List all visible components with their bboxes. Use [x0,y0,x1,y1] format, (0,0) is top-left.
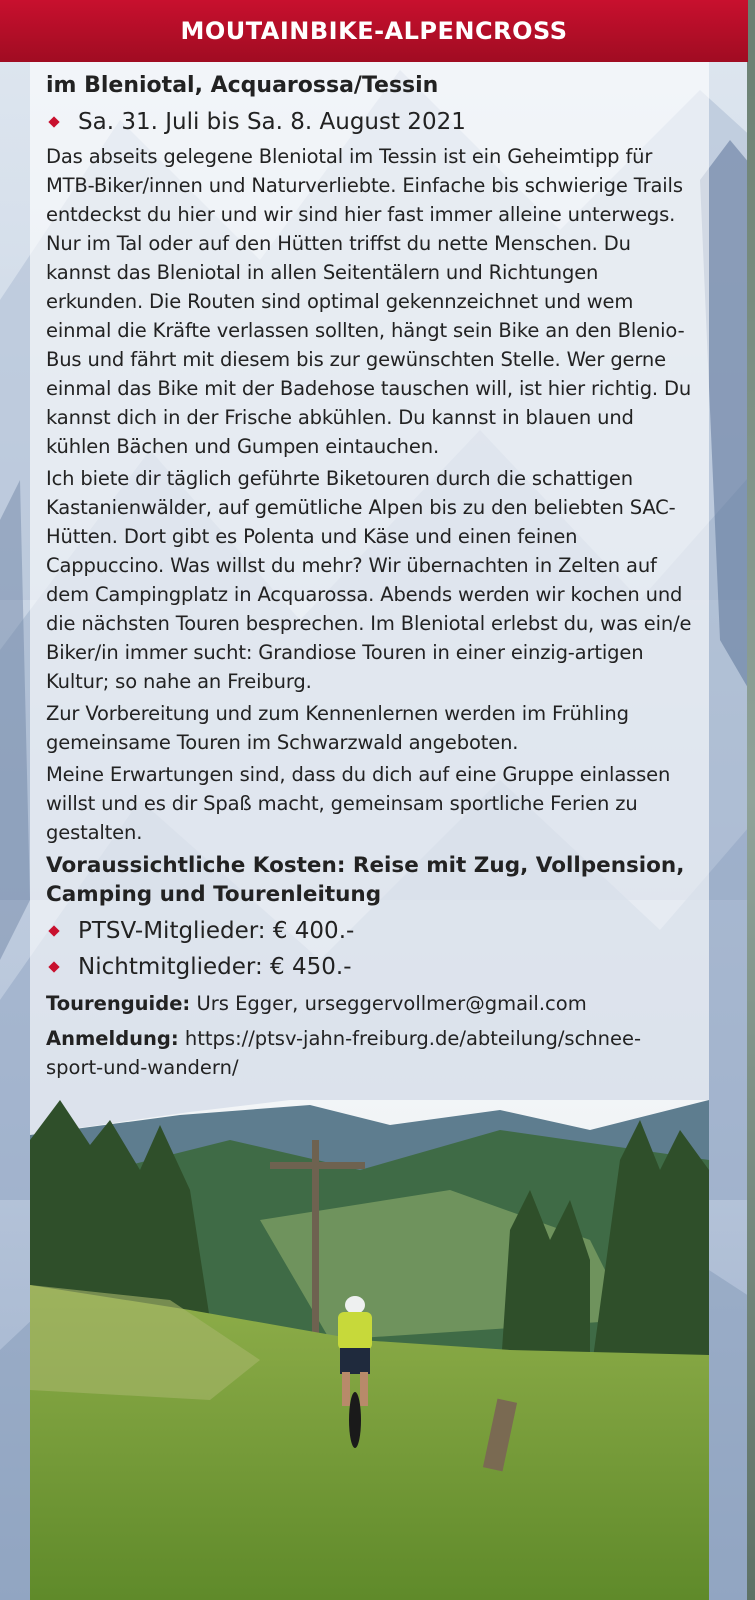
guide-label: Tourenguide: [46,992,191,1015]
registration-label: Anmeldung: [46,1027,179,1050]
header-banner [0,0,748,62]
location-heading: im Bleniotal, Acquarossa/Tessin [46,73,439,98]
paragraph-preparation: Zur Vorbereitung und zum Kennenlernen werden im Frühling gemeinsame Touren im Schwarzwald angeboten. [46,702,629,754]
date-text: Sa. 31. Juli bis Sa. 8. August 2021 [78,109,466,135]
price-members-text: PTSV-Mitglieder: € 400.- [78,918,355,944]
registration-info [46,1024,696,1082]
costs-heading: Voraussichtliche Kosten: Reise mit Zug, Vollpension, Camping und Tourenleitung [46,853,685,907]
guide-info [46,989,696,1018]
paragraph-expectations: Meine Erwartungen sind, dass du dich auf eine Gruppe einlassen willst und es dir Spaß macht, gemeinsam sportliche Ferien zu gestalten. [46,763,671,844]
price-item-nonmembers [46,949,696,985]
price-nonmembers-text: Nichtmitglieder: € 450.- [78,954,352,980]
date-item [46,104,696,140]
paragraph-intro: Das abseits gelegene Bleniotal im Tessin ist ein Geheimtipp für MTB-Biker/innen und Naturverliebte. Einfache bis schwierige Trails entdeckst du hier und wir sind hier fast immer alleine unterwegs. Nur im Tal oder auf den Hütten triffst du nette Menschen. Du kannst das Bleniotal in allen Seitentälern und Richtungen erkunden. Die Routen sind optimal gekennzeichnet und wem einmal die Kräfte verlassen sollten, hängt sein Bike an den Blenio-Bus und fährt mit diesem bis zur gewünschten Stelle. Wer gerne einmal das Bike mit der Badehose tauschen will, ist hier richtig. Du kannst dich in der Frische abkühlen. Du kannst in blauen und kühlen Bächen und Gumpen eintauchen. [46,145,692,458]
paragraph-tours: Ich biete dir täglich geführte Biketouren durch die schattigen Kastanienwälder, auf gemütliche Alpen bis zu den beliebten SAC-Hütten. Dort gibt es Polenta und Käse und einen feinen Cappuccino. Was willst du mehr? Wir übernachten in Zelten auf dem Campingplatz in Acquarossa. Abends werden wir kochen und die nächsten Touren besprechen. Im Bleniotal erlebst du, was ein/e Biker/in immer sucht: Grandiose Touren in einer einzig-artigen Kultur; so nahe an Freiburg. [46,467,692,693]
price-item-members [46,913,696,949]
right-edge-stripe [747,0,755,1600]
registration-link[interactable]: https://ptsv-jahn-freiburg.de/abteilung/schnee-sport-und-wandern/ [46,1027,642,1079]
diamond-bullet-icon [48,961,59,972]
diamond-bullet-icon [48,925,59,936]
event-description [46,70,696,1088]
mountain-biker-photo [30,1100,709,1600]
guide-value[interactable]: Urs Egger, urseggervollmer@gmail.com [196,992,587,1015]
diamond-bullet-icon [48,116,59,127]
page-title: MOUTAINBIKE-ALPENCROSS [180,17,568,45]
